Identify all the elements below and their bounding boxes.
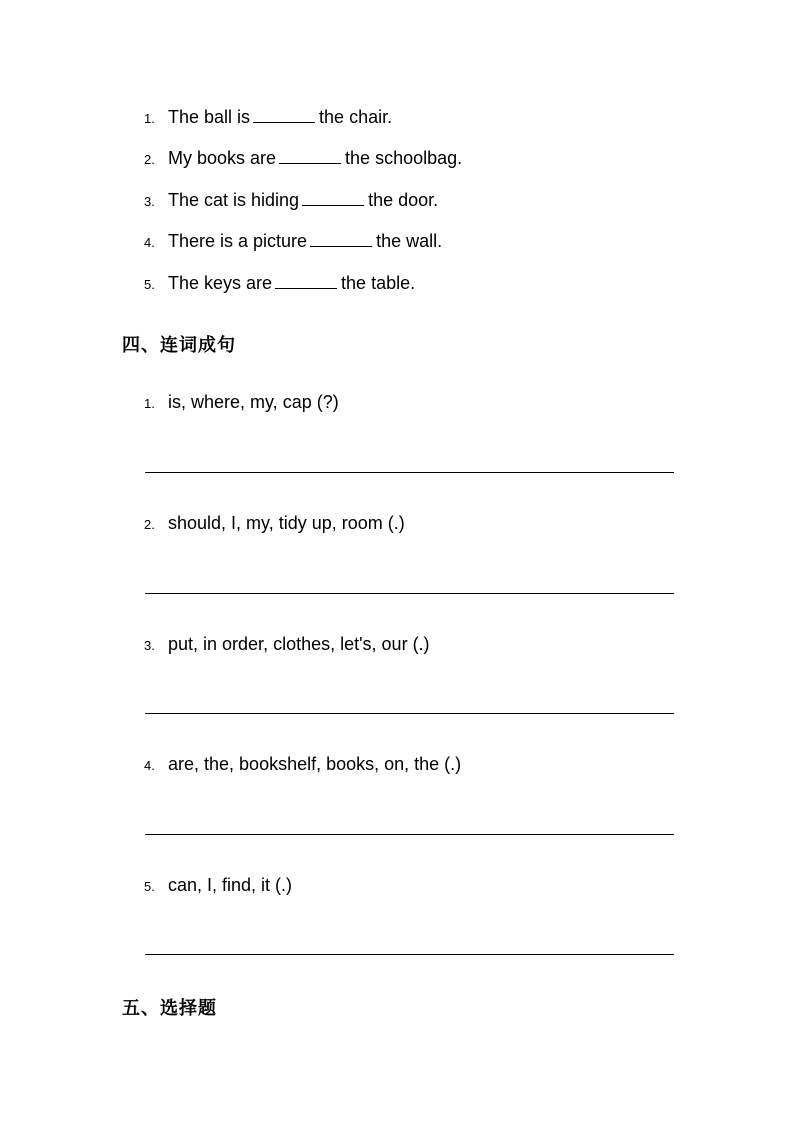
item-number: 3.	[144, 638, 155, 653]
sentence-start: The cat is hiding	[168, 190, 300, 210]
fill-in-item-5	[144, 272, 415, 296]
answer-blank[interactable]	[253, 106, 315, 123]
answer-line-5[interactable]	[145, 954, 674, 955]
reorder-item-4	[144, 754, 461, 775]
sentence-end: the wall.	[376, 231, 443, 251]
scrambled-words: is, where, my, cap (?)	[168, 392, 339, 412]
sentence-end: the table.	[341, 273, 416, 293]
item-number: 5.	[144, 277, 155, 292]
section-heading-4: 四、连词成句	[122, 335, 236, 356]
answer-blank[interactable]	[279, 147, 341, 164]
scrambled-words: should, I, my, tidy up, room (.)	[168, 513, 405, 533]
answer-line-3[interactable]	[145, 713, 674, 714]
sentence-end: the chair.	[319, 107, 393, 127]
sentence-start: There is a picture	[168, 231, 308, 251]
sentence-start: The keys are	[168, 273, 273, 293]
answer-line-4[interactable]	[145, 834, 674, 835]
item-number: 2.	[144, 152, 155, 167]
item-number: 5.	[144, 879, 155, 894]
sentence-start: My books are	[168, 148, 277, 168]
section-heading-5: 五、选择题	[122, 998, 217, 1019]
reorder-item-5	[144, 875, 292, 896]
sentence-end: the schoolbag.	[345, 148, 463, 168]
scrambled-words: put, in order, clothes, let's, our (.)	[168, 634, 430, 654]
answer-line-1[interactable]	[145, 472, 674, 473]
fill-in-item-2	[144, 147, 462, 171]
fill-in-item-1	[144, 106, 392, 130]
item-number: 4.	[144, 235, 155, 250]
reorder-item-1	[144, 392, 339, 413]
fill-in-item-3	[144, 189, 438, 213]
scrambled-words: can, I, find, it (.)	[168, 875, 293, 895]
answer-blank[interactable]	[302, 189, 364, 206]
scrambled-words: are, the, bookshelf, books, on, the (.)	[168, 754, 462, 774]
item-number: 3.	[144, 194, 155, 209]
item-number: 1.	[144, 396, 155, 411]
sentence-start: The ball is	[168, 107, 251, 127]
reorder-item-2	[144, 513, 405, 534]
sentence-end: the door.	[368, 190, 439, 210]
answer-line-2[interactable]	[145, 593, 674, 594]
item-number: 1.	[144, 111, 155, 126]
item-number: 4.	[144, 758, 155, 773]
fill-in-item-4	[144, 230, 442, 254]
item-number: 2.	[144, 517, 155, 532]
answer-blank[interactable]	[275, 272, 337, 289]
answer-blank[interactable]	[310, 230, 372, 247]
reorder-item-3	[144, 634, 430, 655]
